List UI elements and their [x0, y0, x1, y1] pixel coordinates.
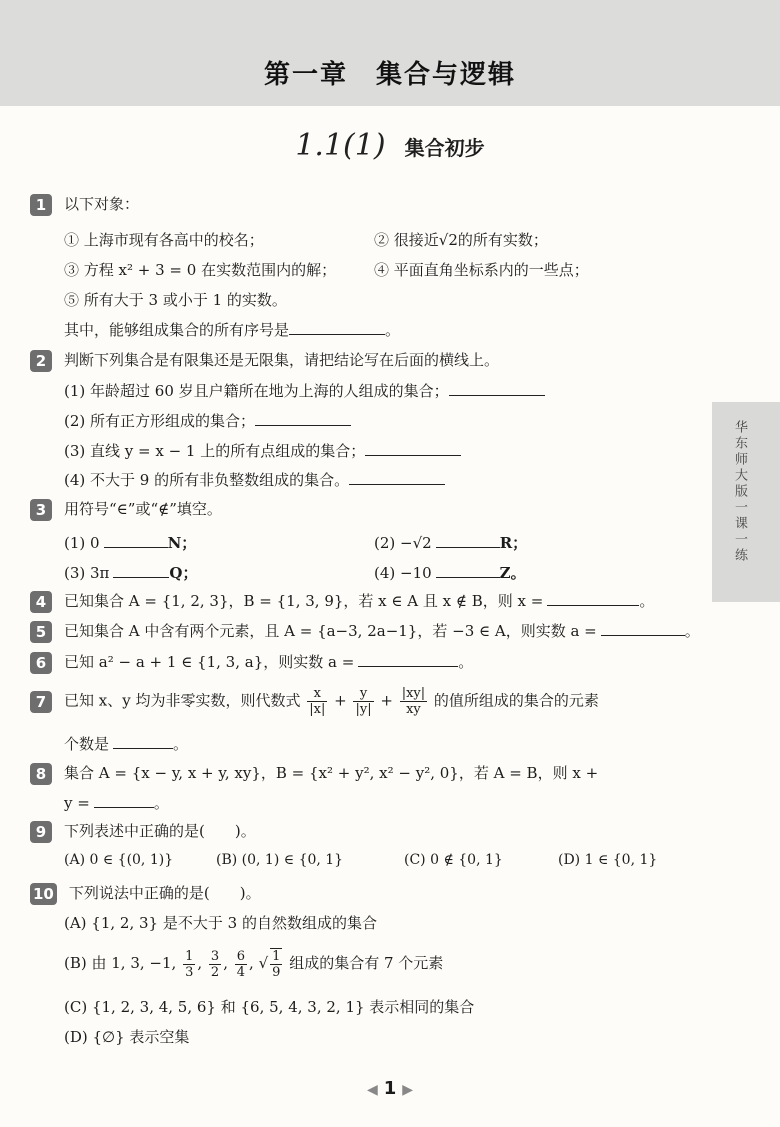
fraction [183, 949, 195, 980]
denominator: |y| [355, 702, 372, 717]
question-number: 2 [30, 350, 52, 372]
answer-blank[interactable] [94, 793, 154, 808]
q10-option-b-tail: 组成的集合有 7 个元素 [289, 954, 444, 972]
q3-sub-2-set: R； [499, 534, 528, 552]
q9-option-d: (D) 1 ∈ {0, 1} [558, 852, 658, 868]
q1-item-1: ① 上海市现有各高中的校名； [64, 231, 264, 249]
question-10 [30, 882, 261, 905]
fraction [209, 949, 221, 980]
question-end: 。 [684, 622, 700, 640]
numerator: x [313, 686, 321, 701]
denominator: 3 [185, 964, 194, 980]
q2-sub-3-text: (3) 直线 y = x − 1 上的所有点组成的集合； [64, 442, 366, 460]
answer-blank[interactable] [113, 734, 173, 749]
q2-sub-1-text: (1) 年龄超过 60 岁且户籍所在地为上海的人组成的集合； [64, 382, 449, 400]
question-stem: 判断下列集合是有限集还是无限集，请把结论写在后面的横线上。 [64, 351, 500, 369]
answer-blank[interactable] [449, 381, 545, 396]
question-text: 已知 a² − a + 1 ∈ {1, 3, a}，则实数 a = [64, 653, 355, 671]
answer-blank[interactable] [289, 320, 385, 335]
question-number: 3 [30, 499, 52, 521]
answer-blank[interactable] [255, 411, 351, 426]
numerator: y [359, 686, 368, 701]
question-4 [30, 590, 654, 613]
q7-line-2 [64, 733, 188, 754]
question-stem: 以下对象： [64, 195, 140, 213]
section-number: 1.1(1) [295, 128, 386, 163]
q3-sub-2-text: (2) −√2 [374, 534, 432, 552]
q3-sub-4 [374, 562, 526, 583]
q1-item-3: ③ 方程 x² + 3 = 0 在实数范围内的解； [64, 261, 337, 279]
q3-sub-3 [64, 562, 198, 583]
question-end: 。 [458, 653, 474, 671]
question-text: 已知集合 A 中含有两个元素，且 A = {a−3, 2a−1}，若 −3 ∈ A，则实数 a = [64, 622, 597, 640]
numerator: 3 [210, 948, 220, 964]
q9-option-a: (A) 0 ∈ {(0, 1)} [64, 852, 174, 868]
question-number: 1 [30, 194, 52, 216]
q7-line-2-text: 个数是 [64, 735, 110, 753]
question-number: 6 [30, 652, 52, 674]
q3-sub-4-set: Z。 [499, 564, 526, 582]
q2-sub-2 [64, 410, 351, 431]
q8-line-2-text: y = [64, 794, 90, 812]
answer-blank[interactable] [547, 591, 639, 606]
side-tab-text: 华东师大版一课一练 [732, 420, 747, 564]
q1-item-4: ④ 平面直角坐标系内的一些点； [374, 261, 589, 279]
q1-item-5: ⑤ 所有大于 3 或小于 1 的实数。 [64, 291, 287, 309]
q2-sub-2-text: (2) 所有正方形组成的集合； [64, 412, 256, 430]
q10-option-b: (B) 由 1, 3, −1, $\frac{1}{3}$ , $\frac{3}{2}$ , $\frac{6}{4}$ , √ $\frac{1}{9}$ 组成的集合有 7 个元素 [64, 948, 444, 980]
q1-ask-text: 其中，能够组成集合的所有序号是 [64, 321, 290, 339]
question-stem: 下列表述中正确的是( )。 [64, 822, 256, 840]
numerator: |xy| [401, 686, 426, 701]
denominator: |x| [309, 702, 326, 717]
denominator: xy [400, 701, 427, 717]
q8-line-2 [64, 792, 169, 813]
q10-option-d: (D) {∅} 表示空集 [64, 1028, 190, 1046]
q9-option-c: (C) 0 ∉ {0, 1} [404, 852, 503, 868]
question-end: 。 [173, 735, 189, 753]
triangle-right-icon: ▶ [402, 1082, 414, 1098]
denominator: 2 [210, 964, 220, 980]
fraction [235, 949, 247, 980]
q3-sub-1 [64, 532, 196, 553]
q3-sub-3-set: Q； [169, 564, 198, 582]
page-number [0, 1078, 780, 1099]
q3-sub-1-text: (1) 0 [64, 534, 100, 552]
answer-blank[interactable] [104, 533, 168, 548]
q9-option-b: (B) (0, 1) ∈ {0, 1} [216, 852, 344, 868]
question-8 [30, 762, 598, 785]
question-number: 10 [30, 883, 57, 905]
answer-blank[interactable] [358, 652, 458, 667]
fraction [400, 686, 427, 717]
question-number: 7 [30, 691, 52, 713]
answer-blank[interactable] [349, 470, 445, 485]
question-number: 9 [30, 821, 52, 843]
q2-sub-3 [64, 440, 461, 461]
answer-blank[interactable] [113, 563, 169, 578]
question-stem: 下列说法中正确的是( )。 [68, 884, 261, 902]
numerator: 6 [236, 948, 246, 964]
denominator: 4 [236, 964, 246, 980]
question-5 [30, 620, 700, 643]
question-number: 4 [30, 591, 52, 613]
triangle-left-icon: ◀ [366, 1082, 378, 1098]
fraction [353, 686, 373, 717]
q3-sub-4-text: (4) −10 [374, 564, 432, 582]
section-title [0, 128, 780, 163]
question-7: 7 已知 x、y 均为非零实数，则代数式 $\frac{x}{|x|}$ + $\frac{y}{|y|}$ + $\frac{|xy|}{xy}$ 的值所组成的集合的元素 [30, 686, 599, 717]
page-number-text: 1 [383, 1078, 397, 1099]
q10-option-c: (C) {1, 2, 3, 4, 5, 6} 和 {6, 5, 4, 3, 2, 1} 表示相同的集合 [64, 998, 475, 1016]
answer-blank[interactable] [365, 441, 461, 456]
fraction [307, 686, 327, 717]
answer-blank[interactable] [436, 563, 500, 578]
section-name: 集合初步 [404, 136, 485, 160]
q2-sub-4-text: (4) 不大于 9 的所有非负整数组成的集合。 [64, 471, 350, 489]
question-2 [30, 349, 499, 372]
q2-sub-1 [64, 380, 545, 401]
answer-blank[interactable] [436, 533, 500, 548]
question-9 [30, 820, 256, 843]
sqrt-fraction [270, 948, 282, 980]
answer-blank[interactable] [601, 621, 685, 636]
question-text-tail: 的值所组成的集合的元素 [433, 691, 599, 710]
q3-sub-1-set: N； [167, 534, 197, 552]
q10-option-a: (A) {1, 2, 3} 是不大于 3 的自然数组成的集合 [64, 914, 377, 932]
question-end: 。 [639, 592, 655, 610]
question-text: 已知 x、y 均为非零实数，则代数式 [64, 691, 301, 710]
question-1 [30, 193, 139, 216]
numerator: 1 [185, 948, 194, 964]
question-end: 。 [153, 794, 169, 812]
q10-option-b-text: (B) 由 1, 3, −1, [64, 954, 177, 972]
question-6 [30, 651, 473, 674]
q2-sub-4 [64, 469, 445, 490]
question-stem: 用符号“∈”或“∉”填空。 [64, 500, 222, 518]
denominator: 9 [272, 965, 281, 980]
question-3 [30, 498, 222, 521]
question-number: 5 [30, 621, 52, 643]
chapter-title: 第一章 集合与逻辑 [263, 60, 516, 90]
q3-sub-3-text: (3) 3π [64, 564, 110, 582]
q3-sub-2 [374, 532, 527, 553]
question-number: 8 [30, 763, 52, 785]
q1-item-2: ② 很接近√2的所有实数； [374, 231, 548, 249]
numerator: 1 [272, 949, 281, 964]
question-text: 集合 A = {x − y, x + y, xy}，B = {x² + y², x² − y², 0}，若 A = B，则 x + [64, 764, 599, 782]
q1-end: 。 [385, 321, 401, 339]
q1-ask [64, 319, 400, 340]
question-text: 已知集合 A = {1, 2, 3}，B = {1, 3, 9}，若 x ∈ A 且 x ∉ B，则 x = [64, 592, 544, 610]
